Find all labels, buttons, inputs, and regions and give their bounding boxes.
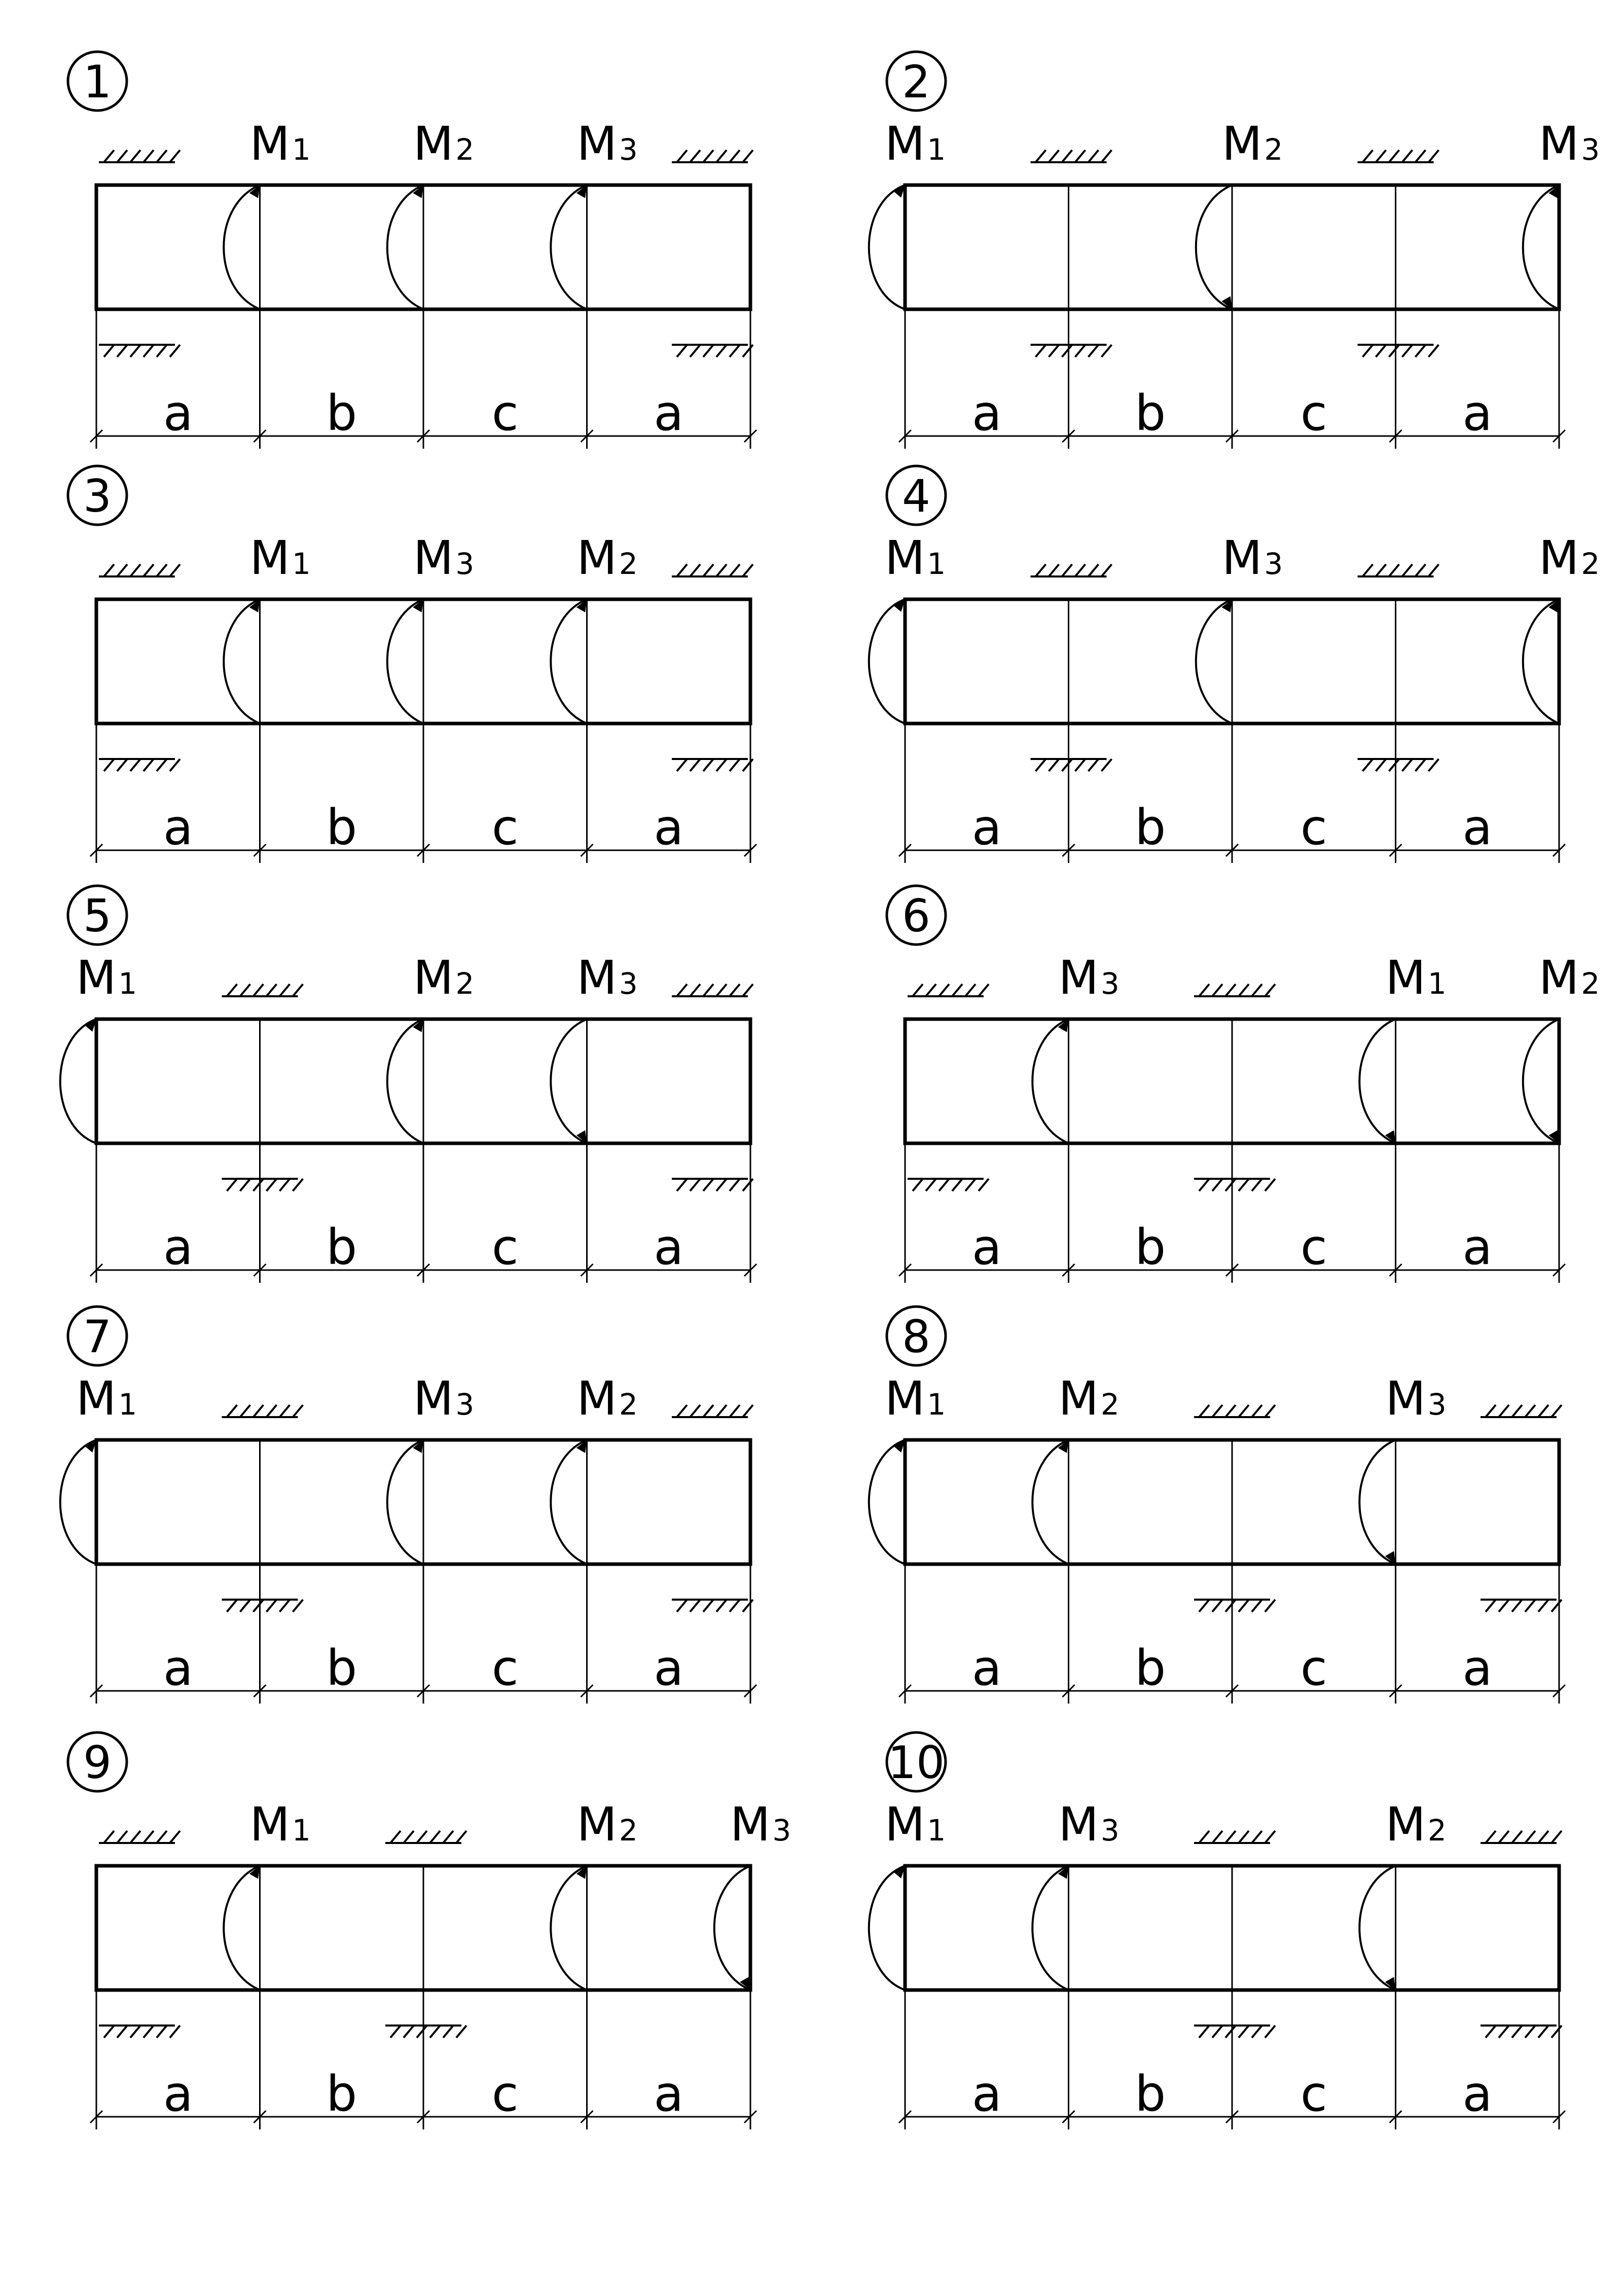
moment-index: 2 (1100, 1387, 1120, 1422)
segment-label: a (163, 799, 193, 856)
segment-label: b (1135, 385, 1166, 442)
panel-number: 5 (83, 890, 112, 942)
segment-label: a (654, 1640, 684, 1696)
segment-label: b (1135, 2066, 1166, 2122)
panel-number: 6 (902, 890, 930, 942)
moment-index: 1 (927, 132, 946, 167)
moment-letter: M (1058, 1371, 1099, 1426)
segment-label: a (971, 2066, 1002, 2122)
panel-number: 2 (902, 56, 930, 108)
segment-label: a (971, 799, 1002, 856)
segment-label: a (1462, 385, 1493, 442)
moment-letter: M (1385, 1371, 1426, 1426)
moment-letter: M (249, 117, 290, 171)
moment-index: 2 (1264, 132, 1283, 167)
segment-label: a (1462, 1219, 1493, 1276)
segment-label: c (491, 2066, 519, 2122)
moment-index: 2 (1581, 966, 1600, 1001)
moment-letter: M (76, 1371, 117, 1426)
segment-label: a (163, 1219, 193, 1276)
moment-index: 2 (619, 547, 638, 581)
moment-index: 3 (1427, 1387, 1447, 1422)
segment-label: c (1300, 1640, 1327, 1696)
panel-number: 7 (83, 1311, 112, 1363)
segment-label: b (1135, 799, 1166, 856)
moment-index: 1 (927, 547, 946, 581)
moment-letter: M (885, 1797, 925, 1852)
moment-letter: M (885, 117, 925, 171)
segment-label: a (971, 385, 1002, 442)
moment-letter: M (1058, 1797, 1099, 1852)
moment-index: 1 (1427, 966, 1447, 1001)
panel-number: 1 (83, 56, 112, 108)
segment-label: a (971, 1219, 1002, 1276)
moment-index: 1 (292, 547, 311, 581)
moment-letter: M (1539, 531, 1579, 585)
moment-index: 3 (1581, 132, 1600, 167)
moment-index: 2 (619, 1813, 638, 1848)
segment-label: c (1300, 2066, 1327, 2122)
segment-label: c (1300, 1219, 1327, 1276)
segment-label: a (163, 385, 193, 442)
moment-letter: M (413, 951, 454, 1005)
panel-number: 4 (902, 470, 930, 522)
moment-letter: M (413, 531, 454, 585)
moment-letter: M (576, 1797, 617, 1852)
moment-index: 1 (292, 132, 311, 167)
moment-letter: M (1385, 951, 1426, 1005)
segment-label: a (1462, 799, 1493, 856)
moment-index: 3 (772, 1813, 791, 1848)
moment-letter: M (1222, 531, 1262, 585)
moment-letter: M (1222, 117, 1262, 171)
moment-index: 2 (455, 132, 475, 167)
segment-label: b (1135, 1640, 1166, 1696)
moment-index: 1 (118, 1387, 137, 1422)
moment-index: 2 (1581, 547, 1600, 581)
moment-index: 1 (927, 1387, 946, 1422)
moment-index: 2 (619, 1387, 638, 1422)
segment-label: c (491, 1219, 519, 1276)
panel-number: 10 (888, 1737, 945, 1789)
segment-label: b (326, 385, 357, 442)
moment-letter: M (413, 1371, 454, 1426)
moment-letter: M (576, 117, 617, 171)
segment-label: c (1300, 799, 1327, 856)
panel-number: 3 (83, 470, 112, 522)
moment-letter: M (730, 1797, 771, 1852)
segment-label: a (1462, 2066, 1493, 2122)
segment-label: c (491, 799, 519, 856)
moment-letter: M (413, 117, 454, 171)
segment-label: b (1135, 1219, 1166, 1276)
moment-letter: M (1539, 951, 1579, 1005)
moment-letter: M (885, 1371, 925, 1426)
moment-index: 3 (455, 1387, 475, 1422)
moment-letter: M (76, 951, 117, 1005)
segment-label: a (971, 1640, 1002, 1696)
moment-index: 3 (1264, 547, 1283, 581)
panel-number: 9 (83, 1737, 112, 1789)
moment-letter: M (576, 951, 617, 1005)
moment-letter: M (576, 1371, 617, 1426)
segment-label: a (654, 2066, 684, 2122)
moment-letter: M (249, 531, 290, 585)
moment-index: 1 (927, 1813, 946, 1848)
segment-label: c (491, 385, 519, 442)
segment-label: b (326, 2066, 357, 2122)
moment-index: 2 (455, 966, 475, 1001)
segment-label: c (491, 1640, 519, 1696)
segment-label: c (1300, 385, 1327, 442)
segment-label: a (654, 385, 684, 442)
segment-label: a (1462, 1640, 1493, 1696)
moment-index: 3 (619, 966, 638, 1001)
segment-label: b (326, 1640, 357, 1696)
moment-index: 3 (455, 547, 475, 581)
segment-label: b (326, 799, 357, 856)
moment-index: 3 (1100, 1813, 1120, 1848)
moment-index: 3 (619, 132, 638, 167)
segment-label: a (654, 799, 684, 856)
moment-letter: M (1058, 951, 1099, 1005)
segment-label: a (654, 1219, 684, 1276)
moment-index: 1 (292, 1813, 311, 1848)
moment-index: 2 (1427, 1813, 1447, 1848)
panel-number: 8 (902, 1311, 930, 1363)
segment-label: a (163, 1640, 193, 1696)
moment-letter: M (1539, 117, 1579, 171)
moment-index: 3 (1100, 966, 1120, 1001)
moment-letter: M (576, 531, 617, 585)
segment-label: a (163, 2066, 193, 2122)
moment-letter: M (885, 531, 925, 585)
moment-letter: M (1385, 1797, 1426, 1852)
moment-letter: M (249, 1797, 290, 1852)
moment-index: 1 (118, 966, 137, 1001)
segment-label: b (326, 1219, 357, 1276)
